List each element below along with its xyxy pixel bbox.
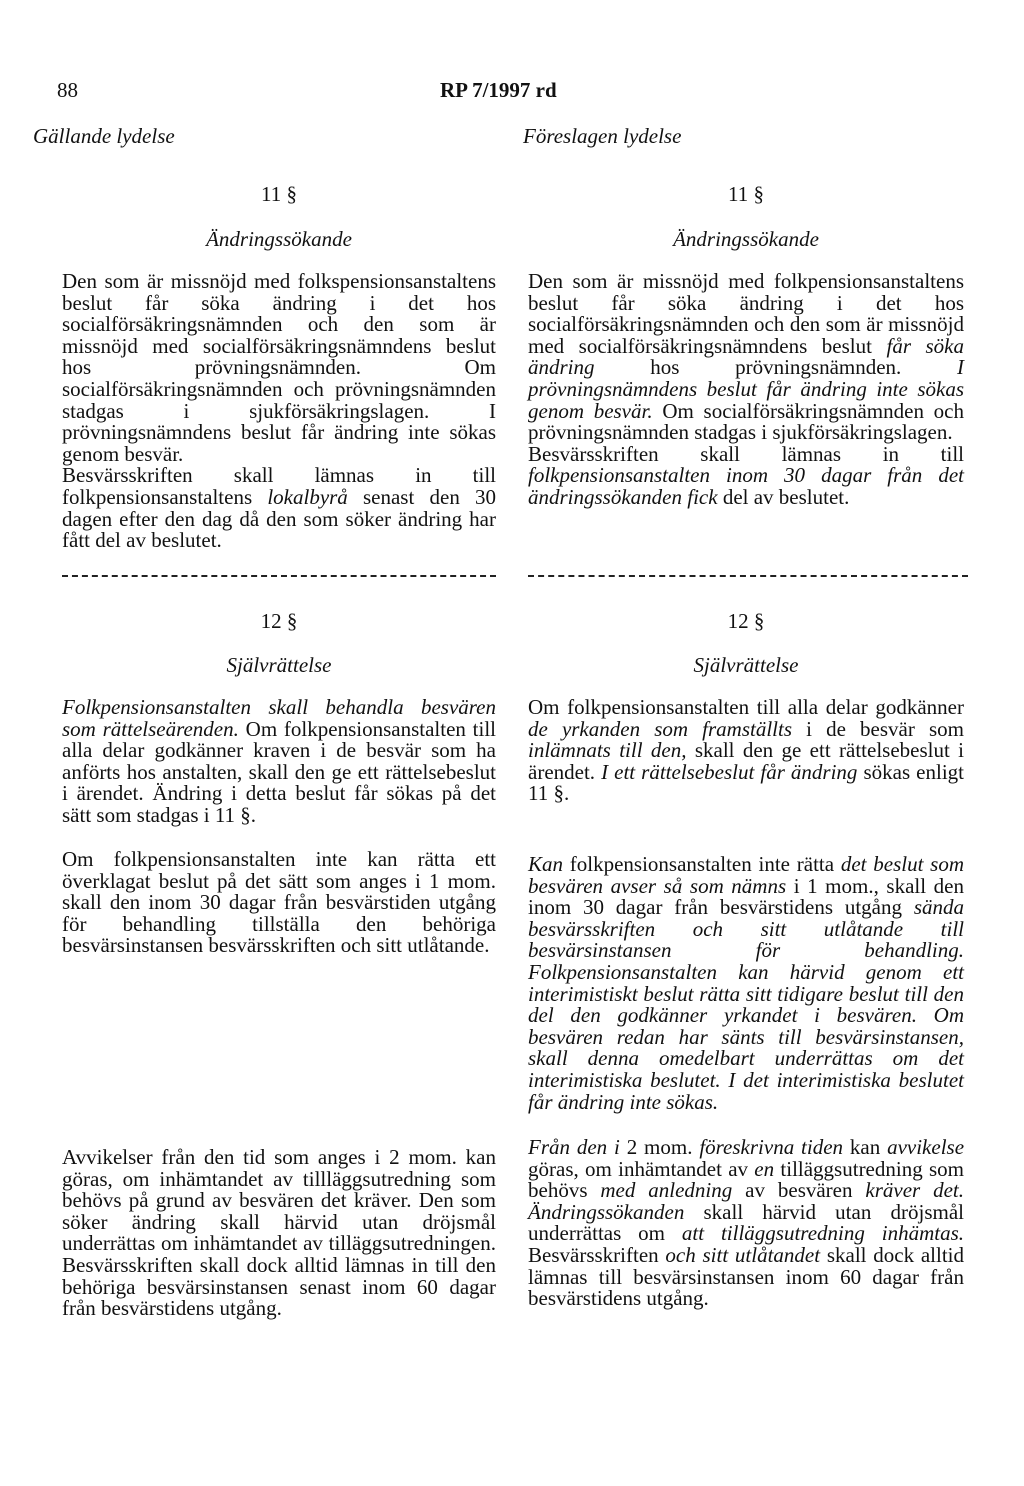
section-12-right-paragraph-3 (528, 1137, 964, 1310)
text-run: senast den 30 dagen efter den dag då den som söker ändring har fått del av beslutet. (62, 484, 496, 553)
divider-right (528, 575, 968, 577)
text-run: Besvärsskriften skall lämnas in till folkpensionsanstaltens (62, 463, 496, 509)
text-run: får söka ändring (528, 333, 964, 380)
text-run: sökas enligt 11 §. (528, 759, 964, 806)
text-run: en (754, 1156, 775, 1181)
text-run: de yrkanden som framställts (528, 716, 793, 741)
text-run: del av beslutet. (717, 484, 850, 509)
text-run: i 1 mom., skall den inom 30 dagar från besvärstidens utgång (528, 873, 964, 920)
section-12-right-paragraph-1 (528, 697, 964, 805)
section-11-heading-right: Ändringssökande (673, 227, 819, 251)
text-run: skall dock alltid lämnas till besvärsinstansen inom 60 dagar från besvärstidens utgång. (528, 1242, 964, 1311)
text-run: lokalbyrå (267, 484, 348, 509)
text-run: tilläggsutredning som behövs (528, 1156, 964, 1203)
page-number: 88 (57, 78, 78, 102)
text-run: med anledning (600, 1178, 733, 1203)
section-11-left-paragraph-2 (62, 465, 496, 551)
text-run: Folkpensionsanstalten skall behandla besvären som rättelseärenden. (62, 695, 496, 741)
text-run: Om folkpensionsanstalten till alla delar godkänner kraven i de besvär som ha anförts hos anstalten, skall den ge ett rättelsebeslut i ärendet. Ändring i detta beslut får sökas på det sätt som stadgas i 11 §. (62, 716, 496, 827)
text-run: I prövningsnämndens beslut får ändring inte sökas genom besvär. (528, 355, 964, 423)
text-run: kräver det. Ändringssökanden (528, 1178, 964, 1224)
section-11-right-text (528, 271, 964, 509)
text-run: skall den ge ett rättelsebeslut i ärendet. (528, 738, 965, 784)
text-run: folkpensionsanstalten inte rätta (563, 852, 841, 876)
text-run: I ett rättelsebeslut får ändring (601, 759, 858, 784)
text-run: göras, om inhämtandet av (528, 1156, 755, 1181)
section-12-right-paragraph-2 (528, 854, 964, 1113)
text-run: Kan (528, 852, 564, 876)
section-11-left-paragraph-1: Den som är missnöjd med folkspensionsanstaltens beslut får söka ändring i det hos socialförsäkringsnämnden och den som är missnöjd med socialförsäkringsnämndens beslut hos prövningsnämnden. Om socialförsäkringsnämnden och prövningsnämnden stadgas i sjukförsäkringslagen. I prövningsnämndens beslut får ändring inte sökas genom besvär. (62, 269, 496, 466)
section-11-heading-left: Ändringssökande (206, 227, 352, 251)
section-11-right-paragraph-2 (528, 441, 964, 509)
text-run: av besvären (732, 1178, 866, 1203)
text-run: Om socialförsäkringsnämnden och prövningsnämnden stadgas i sjukförsäkringslagen. (528, 398, 964, 445)
text-run: Besvärsskriften (528, 1242, 666, 1267)
text-run: och sitt utlåtandet (665, 1242, 821, 1267)
text-run: Från den i (528, 1135, 620, 1159)
text-run: Besvärsskriften skall lämnas in till (528, 441, 964, 466)
divider-left (62, 575, 496, 577)
text-run: Den som är missnöjd med folkpensionsanstaltens beslut får söka ändring i det hos socialförsäkringsnämnden och den som är missnöjd med socialförsäkringsnämndens beslut (528, 269, 964, 358)
section-12-heading-left: Självrättelse (226, 653, 332, 677)
text-run: avvikelse (887, 1135, 965, 1159)
text-run: folkpensionsanstalten inom 30 dagar från det ändringssökanden fick (528, 463, 964, 509)
left-column-title: Gällande lydelse (33, 124, 175, 148)
section-12-heading-right: Självrättelse (693, 653, 799, 677)
section-11-left-text (62, 271, 496, 552)
section-11-number-right: 11 § (728, 182, 764, 206)
text-run: 2 mom. (619, 1135, 700, 1159)
right-column-title: Föreslagen lydelse (523, 124, 682, 148)
section-12-left-paragraph-1 (62, 697, 496, 827)
section-11-number-left: 11 § (261, 182, 297, 206)
text-run: i de besvär som (792, 716, 964, 741)
section-12-number-right: 12 § (727, 609, 765, 633)
text-run: att tilläggsutredning inhämtas. (681, 1221, 964, 1246)
running-title: RP 7/1997 rd (440, 78, 557, 102)
text-run: hos prövningsnämnden. (594, 355, 957, 380)
text-run: föreskrivna tiden (699, 1135, 844, 1159)
text-run: kan (843, 1135, 888, 1159)
text-run: sända besvärsskriften och sitt utlåtande till besvärsinstansen för behandling. Folkpensionsanstalten kan härvid genom ett interimistiskt beslut rätta sitt tidigare beslut till den del den godkänner yrkandet i besvären. Om besvären redan har sänts till besvärsinstansen, skall denna omedelbart underrättas om det interimistiska beslutet. I det interimistiska beslutet får ändring inte sökas. (528, 895, 964, 1114)
section-12-left-paragraph-3: Avvikelser från den tid som anges i 2 mom. kan göras, om inhämtandet av tillläggsutredning som behövs på grund av besvären det kräver. Den som söker ändring skall härvid utan dröjsmål underrättas om inhämtandet av tilläggsutredningen. Besvärsskriften skall dock alltid lämnas in till den behöriga besvärsinstansen senast inom 60 dagar från besvärstidens utgång. (62, 1145, 496, 1321)
text-run: det beslut som besvären avser så som nämns (528, 852, 965, 898)
text-run: inlämnats till den, (528, 738, 687, 763)
section-11-right-paragraph-1 (528, 271, 964, 444)
text-run: Om folkpensionsanstalten till alla delar godkänner (528, 695, 964, 719)
text-run: skall härvid utan dröjsmål underrättas om (528, 1199, 964, 1246)
section-12-number-left: 12 § (260, 609, 298, 633)
section-12-left-paragraph-2: Om folkpensionsanstalten inte kan rätta ett överklagat beslut på det sätt som anges i 1 mom. skall den inom 30 dagar från besvärstiden utgång för behandling tillställa den behöriga besvärsinstansen besvärsskriften och sitt utlåtande. (62, 847, 496, 958)
